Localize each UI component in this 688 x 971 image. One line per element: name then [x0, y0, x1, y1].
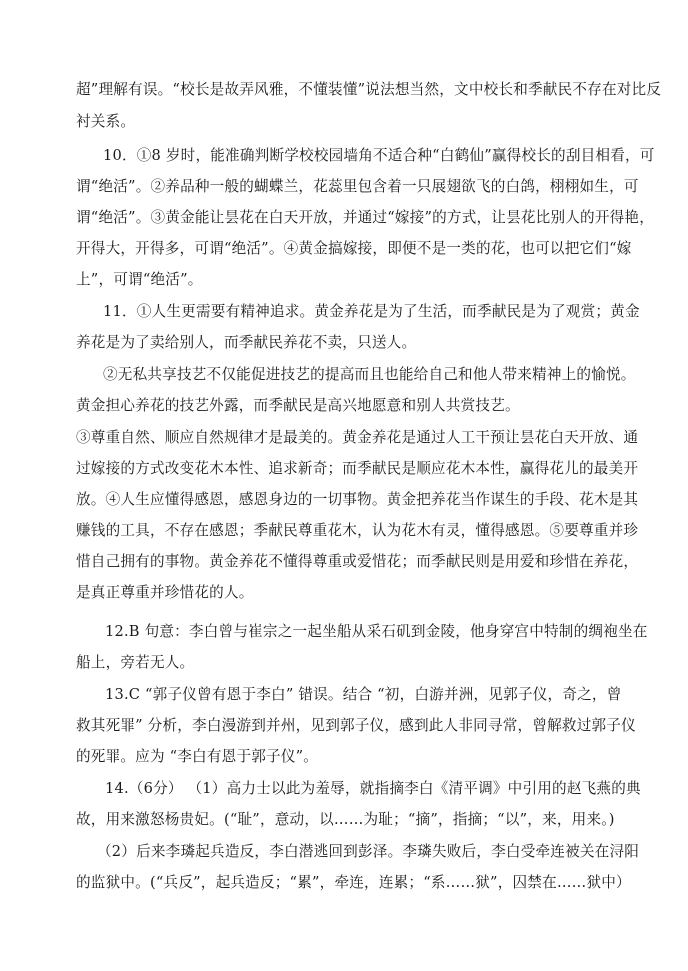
text-line: 12.B 句意：李白曾与崔宗之一起坐船从采石矶到金陵，他身穿宫中特制的绸袍坐在 — [105, 623, 648, 640]
text-line: 谓“绝活”。②养品种一般的蝴蝶兰，花蕊里包含着一只展翅欲飞的白鸽，栩栩如生，可 — [76, 178, 639, 195]
text-line: 开得大，开得多，可谓“绝活”。④黄金搞嫁接，即便不是一类的花，也可以把它们“嫁 — [76, 240, 632, 257]
text-line: 养花是为了卖给别人，而季献民养花不卖，只送人。 — [76, 334, 417, 351]
text-line: 是真正尊重并珍惜花的人。 — [76, 584, 254, 601]
text-line: 14.（6分） （1）高力士以此为羞辱，就指摘李白《清平调》中引用的赵飞燕的典 — [105, 780, 641, 797]
text-line: 上”，可谓“绝活”。 — [76, 271, 203, 288]
text-line: 黄金担心养花的技艺外露，而季献民是高兴地愿意和别人共赏技艺。 — [76, 397, 520, 414]
text-line: 救其死罪” 分析，李白漫游到并州，见到郭子仪，感到此人非同寻常，曾解救过郭子仪 — [76, 717, 636, 734]
text-line: 船上，旁若无人。 — [76, 654, 195, 671]
text-line: 超”理解有误。“校长是故弄风雅，不懂装懂”说法想当然，文中校长和季献民不存在对比反 — [76, 81, 662, 98]
text-line: 10．①8 岁时，能准确判断学校校园墙角不适合种“白鹤仙”赢得校长的刮目相看，可 — [103, 147, 655, 164]
text-line: 的监狱中。(“兵反”，起兵造反；“累”，牵连，连累；“系……狱”，囚禁在……狱中） — [76, 874, 631, 891]
text-line: 过嫁接的方式改变花木本性、追求新奇；而季献民是顺应花木本性，赢得花儿的最美开 — [76, 460, 639, 477]
text-line: 的死罪。应为 “李白有恩于郭子仪”。 — [76, 748, 319, 765]
text-line: 故，用来激怒杨贵妃。(“耻”，意动，以……为耻；“摘”，指摘；“以”，来，用来。) — [76, 811, 615, 828]
text-line: ②无私共享技艺不仅能促进技艺的提高而且也能给自己和他人带来精神上的愉悦。 — [103, 366, 636, 383]
text-line: 赚钱的工具，不存在感恩；季献民尊重花木，认为花木有灵，懂得感恩。⑤要尊重并珍 — [76, 522, 639, 539]
text-line: 谓“绝活”。③黄金能让昙花在白天开放，并通过“嫁接”的方式，让昙花比别人的开得艳， — [76, 209, 655, 226]
text-line: 放。④人生应懂得感恩，感恩身边的一切事物。黄金把养花当作谋生的手段、花木是其 — [76, 491, 639, 508]
text-line: 11．①人生更需要有精神追求。黄金养花是为了生活，而季献民是为了观赏；黄金 — [103, 303, 640, 320]
text-line: 惜自己拥有的事物。黄金养花不懂得尊重或爱惜花；而季献民则是用爱和珍惜在养花， — [76, 553, 639, 570]
text-line: 13.C “郭子仪曾有恩于李白” 错误。结合 “初，白游并洲，见郭子仪，奇之，曾 — [105, 686, 622, 703]
text-line: （2）后来李璘起兵造反，李白潜逃回到彭泽。李璘失败后，李白受牵连被关在浔阳 — [97, 843, 640, 860]
text-line: 衬关系。 — [76, 113, 136, 130]
text-line: ③尊重自然、顺应自然规律才是最美的。黄金养花是通过人工干预让昙花白天开放、通 — [76, 429, 639, 446]
